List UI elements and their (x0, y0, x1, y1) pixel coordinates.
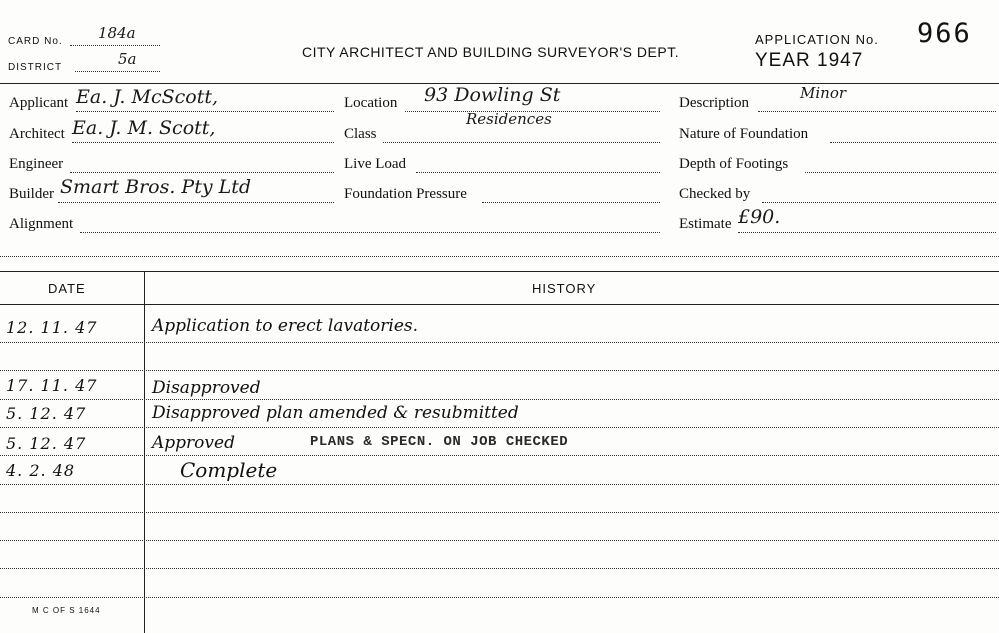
history-row-line (0, 597, 999, 598)
estimate-value: £90. (738, 206, 781, 228)
architect-line (72, 142, 334, 143)
card-no-label: CARD No. (8, 36, 63, 47)
location-label: Location (344, 95, 398, 111)
engineer-line (70, 172, 334, 173)
application-year: YEAR 1947 (755, 50, 864, 71)
history-header-rule (0, 304, 999, 305)
application-no-label: APPLICATION No. (755, 32, 879, 47)
applicant-label: Applicant (9, 95, 69, 111)
checked-by-line (762, 202, 996, 203)
applicant-value: Ea. J. McScott, (76, 86, 218, 108)
history-row-line (0, 427, 999, 428)
district-value: 5a (118, 50, 137, 68)
card-no-line (70, 45, 160, 46)
history-row-line (0, 342, 999, 343)
history-entry: Disapproved (152, 378, 261, 398)
history-entry: Approved (152, 433, 235, 453)
foundation-pressure-label: Foundation Pressure (344, 186, 467, 202)
history-row-line (0, 484, 999, 485)
nature-of-foundation-line (830, 142, 996, 143)
nature-of-foundation-label: Nature of Foundation (679, 126, 809, 142)
alignment-label: Alignment (9, 216, 74, 232)
class-label: Class (344, 126, 377, 142)
history-date: 5. 12. 47 (6, 434, 87, 453)
checked-by-label: Checked by (679, 186, 751, 202)
depth-of-footings-line (805, 172, 996, 173)
engineer-label: Engineer (9, 156, 64, 172)
depth-of-footings-label: Depth of Footings (679, 156, 789, 172)
history-column-header: HISTORY (532, 281, 597, 296)
description-value: Minor (800, 84, 847, 102)
history-row-line (0, 540, 999, 541)
class-value: Residences (466, 110, 552, 128)
builder-value: Smart Bros. Pty Ltd (60, 176, 252, 198)
date-column-header: DATE (48, 281, 86, 296)
history-date: 5. 12. 47 (6, 404, 87, 423)
history-entry: Application to erect lavatories. (152, 316, 419, 336)
history-entry: Complete (180, 458, 278, 482)
approval-stamp: PLANS & SPECN. ON JOB CHECKED (310, 434, 569, 450)
history-entry: Disapproved plan amended & resubmitted (152, 403, 519, 423)
department-title: CITY ARCHITECT AND BUILDING SURVEYOR'S DEPT. (302, 44, 680, 60)
architect-value: Ea. J. M. Scott, (72, 117, 216, 139)
history-row-line (0, 370, 999, 371)
history-date: 17. 11. 47 (6, 376, 98, 395)
history-top-rule (0, 271, 999, 272)
fields-bottom-dots (0, 256, 999, 257)
history-row-line (0, 455, 999, 456)
form-code: M C OF S 1644 (32, 606, 101, 615)
foundation-pressure-line (482, 202, 660, 203)
history-row-line (0, 568, 999, 569)
district-line (75, 71, 160, 72)
estimate-line (738, 232, 996, 233)
history-row-line (0, 399, 999, 400)
applicant-line (76, 111, 334, 112)
history-row-line (0, 512, 999, 513)
history-date: 4. 2. 48 (6, 461, 76, 480)
builder-line (58, 202, 334, 203)
description-line (758, 111, 996, 112)
description-label: Description (679, 95, 749, 111)
builder-label: Builder (9, 186, 54, 202)
class-line (383, 142, 660, 143)
live-load-line (416, 172, 660, 173)
history-date: 12. 11. 47 (6, 318, 98, 337)
alignment-line (80, 232, 660, 233)
live-load-label: Live Load (344, 156, 407, 172)
application-no-value: 966 (917, 18, 972, 49)
estimate-label: Estimate (679, 216, 732, 232)
card-no-value: 184a (98, 24, 136, 42)
district-label: DISTRICT (8, 62, 63, 73)
history-column-divider (144, 271, 145, 633)
location-value: 93 Dowling St (424, 84, 561, 106)
architect-label: Architect (9, 126, 65, 142)
